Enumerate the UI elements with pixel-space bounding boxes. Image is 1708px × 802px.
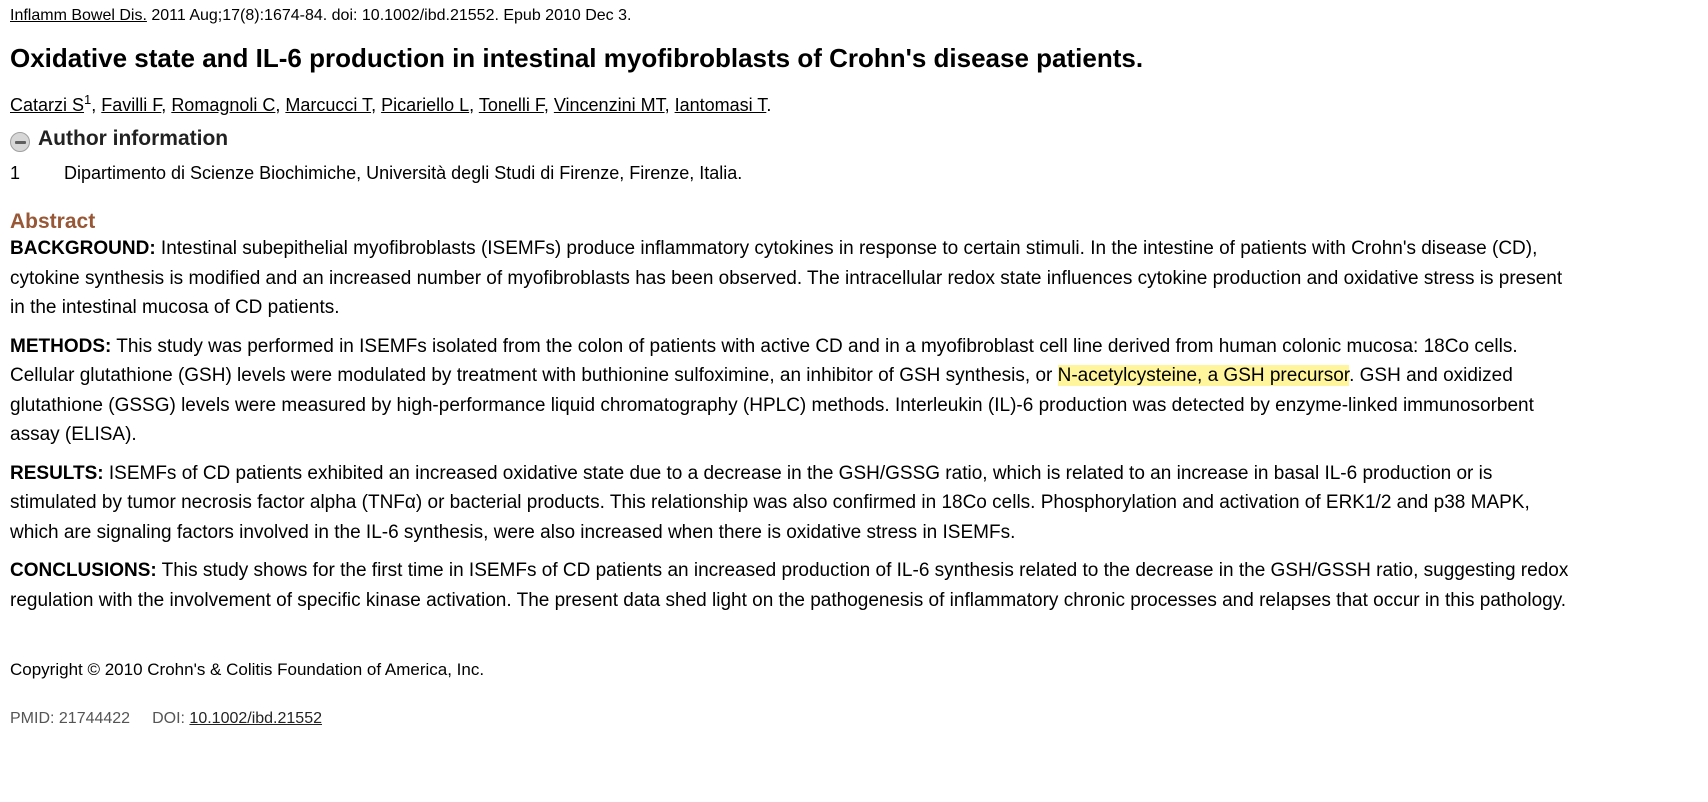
section-text: . GSH and oxidized glutathione (GSSG) levels were measured by high-performance liquid chromatography (HPLC) methods. Interleukin (IL)-6 production was detected by enzyme-linked immunosorbent assay (ELISA). xyxy=(10,365,1534,445)
author-link[interactable]: Marcucci T xyxy=(285,95,372,115)
citation-line xyxy=(10,7,631,25)
author-link[interactable]: Iantomasi T xyxy=(674,95,767,115)
citation-details: 2011 Aug;17(8):1674-84. doi: 10.1002/ibd.21552. Epub 2010 Dec 3. xyxy=(146,7,632,24)
author-info-toggle[interactable] xyxy=(10,126,228,152)
section-label: RESULTS: xyxy=(10,462,104,484)
section-label: BACKGROUND: xyxy=(10,238,156,259)
copyright-notice: Copyright © 2010 Crohn's & Colitis Foundation of America, Inc. xyxy=(10,660,485,679)
highlighted-text: N-acetylcysteine, a GSH precursor xyxy=(1057,365,1350,386)
article-ids xyxy=(10,708,322,730)
author-link[interactable]: Picariello L xyxy=(381,95,470,115)
section-text: This study shows for the first time in ISEMFs of CD patients an increased production of IL-6 synthesis related to the decrease in the GSH/GSSH ratio, suggesting redox regulation with the involvement of specific kinase activation. The present data shed light on the pathogenesis of inflammatory chronic processes and relapses that occur in this pathology. xyxy=(10,560,1569,611)
abstract-conclusions xyxy=(10,556,1570,615)
collapse-minus-icon[interactable] xyxy=(10,132,30,152)
journal-link[interactable]: Inflamm Bowel Dis. xyxy=(10,7,147,24)
author-link[interactable]: Catarzi S xyxy=(10,95,85,115)
affiliation xyxy=(10,161,742,185)
doi-label: DOI: xyxy=(152,710,190,727)
affiliation-text: Dipartimento di Scienze Biochimiche, Università degli Studi di Firenze, Firenze, Italia. xyxy=(64,163,743,183)
pmid: PMID: 21744422 xyxy=(10,710,131,727)
author-info-heading[interactable]: Author information xyxy=(38,127,229,150)
abstract-background xyxy=(10,234,1570,323)
article-title: Oxidative state and IL-6 production in intestinal myofibroblasts of Crohn's disease patients. xyxy=(10,43,1144,73)
doi-link[interactable]: 10.1002/ibd.21552 xyxy=(189,710,322,727)
author-list: Catarzi $S^1$, Favilli F, Romagnoli C, Marcucci T, Picariello L, Tonelli F, Vincenzini MT, Iantomasi T. xyxy=(10,92,772,115)
abstract-body xyxy=(10,234,1570,624)
author-link[interactable]: Vincenzini MT xyxy=(553,95,665,115)
abstract-results xyxy=(10,459,1570,548)
section-text: This study was performed in ISEMFs isolated from the colon of patients with active CD and in a myofibroblast cell line derived from human colonic mucosa: 18Co cells. Cellular glutathione (GSH) levels were modulated by treatment with buthionine sulfoximine, an inhibitor of GSH synthesis, or xyxy=(10,335,1518,386)
section-text: ISEMFs of CD patients exhibited an increased oxidative state due to a decrease in the GSH/GSSG ratio, which is related to an increase in basal IL-6 production or is stimulated by tumor necrosis factor alpha (TNFα) or bacterial products. This relationship was also confirmed in 18Co cells. Phosphorylation and activation of ERK1/2 and p38 MAPK, which are signaling factors involved in the IL-6 synthesis, were also increased when there is oxidative stress in ISEMFs. xyxy=(10,462,1530,543)
section-label: CONCLUSIONS: xyxy=(10,560,157,581)
author-link[interactable]: Tonelli F xyxy=(478,95,544,115)
author-link[interactable]: Favilli F xyxy=(101,95,162,115)
abstract-methods xyxy=(10,332,1570,450)
section-label: METHODS: xyxy=(10,335,112,357)
author-link[interactable]: Romagnoli C xyxy=(171,95,276,115)
affiliation-number: 1 xyxy=(10,163,21,183)
author-affiliation-sup: 1 xyxy=(84,92,92,107)
abstract-heading: Abstract xyxy=(10,210,96,233)
section-text: Intestinal subepithelial myofibroblasts (ISEMFs) produce inflammatory cytokines in response to certain stimuli. In the intestine of patients with Crohn's disease (CD), cytokine synthesis is modified and an increased number of myofibroblasts has been observed. The intracellular redox state influences cytokine production and oxidative stress is present in the intestinal mucosa of CD patients. xyxy=(10,238,1563,318)
